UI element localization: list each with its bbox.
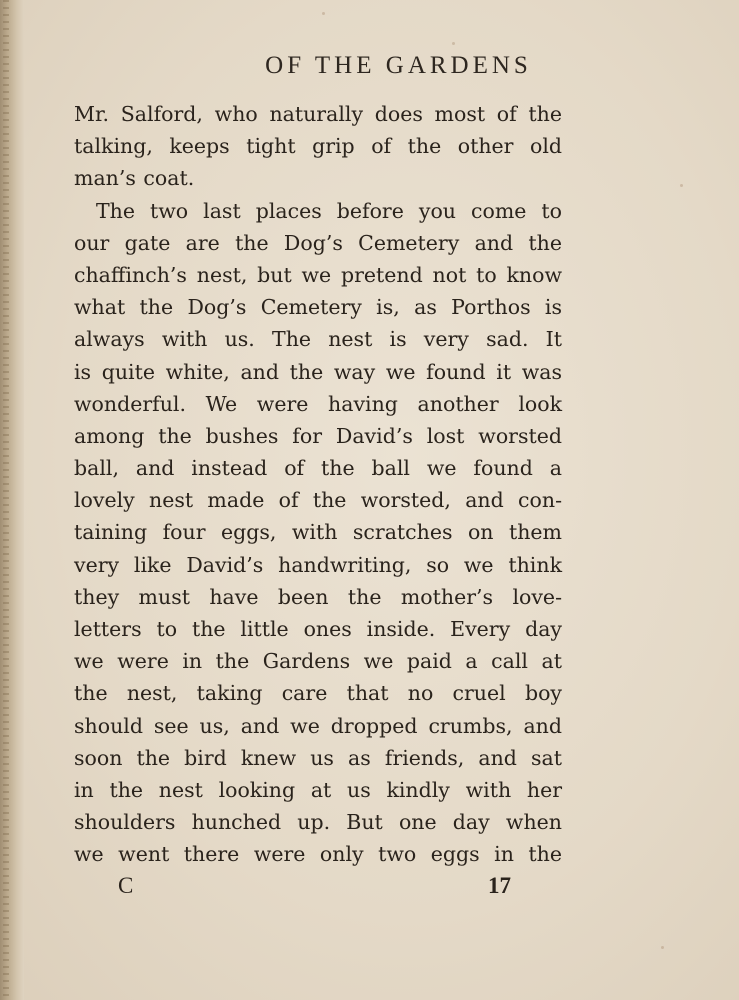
paper-speck — [680, 184, 683, 187]
text-line: should see us, and we dropped crumbs, and — [74, 713, 562, 738]
text-line: ball, and instead of the ball we found a — [74, 456, 562, 481]
text-line: talking, keeps tight grip of the other old — [74, 134, 562, 159]
text-line: soon the bird knew us as friends, and sat — [74, 745, 562, 770]
text-line: taining four eggs, with scratches on them — [74, 520, 562, 545]
text-line: we were in the Gardens we paid a call at — [74, 649, 562, 674]
paper-speck — [661, 946, 664, 949]
text-line: they must have been the mother’s love- — [74, 584, 562, 609]
text-line: Mr. Salford, who naturally does most of the — [74, 102, 562, 126]
text-line: lovely nest made of the worsted, and con- — [74, 488, 562, 513]
text-line: chaffinch’s nest, but we pretend not to know — [74, 262, 562, 287]
text-line: what the Dog’s Cemetery is, as Porthos is — [74, 295, 562, 320]
paper-speck — [452, 42, 455, 45]
text-line: among the bushes for David’s lost worsted — [74, 423, 562, 448]
text-line: always with us. The nest is very sad. It — [74, 327, 562, 352]
body-text — [74, 98, 562, 871]
text-line: very like David’s handwriting, so we think — [74, 552, 562, 577]
signature-mark: C — [118, 873, 134, 898]
text-line: letters to the little ones inside. Every day — [74, 617, 562, 641]
text-line: our gate are the Dog’s Cemetery and the — [74, 230, 562, 255]
paper-speck — [322, 12, 325, 15]
page-footer — [0, 873, 739, 903]
page-binding-edge — [0, 0, 24, 1000]
text-line: is quite white, and the way we found it was — [74, 359, 562, 384]
page-number: 17 — [488, 873, 511, 898]
text-line: man’s coat. — [74, 166, 195, 191]
text-line: in the nest looking at us kindly with her — [74, 777, 562, 802]
text-line: The two last places before you come to — [96, 198, 562, 223]
text-line: wonderful. We were having another look — [74, 391, 562, 416]
text-line: shoulders hunched up. But one day when — [74, 810, 562, 835]
running-head: OF THE GARDENS — [265, 52, 532, 79]
text-line: we went there were only two eggs in the — [74, 842, 562, 867]
text-line: the nest, taking care that no cruel boy — [74, 681, 562, 706]
